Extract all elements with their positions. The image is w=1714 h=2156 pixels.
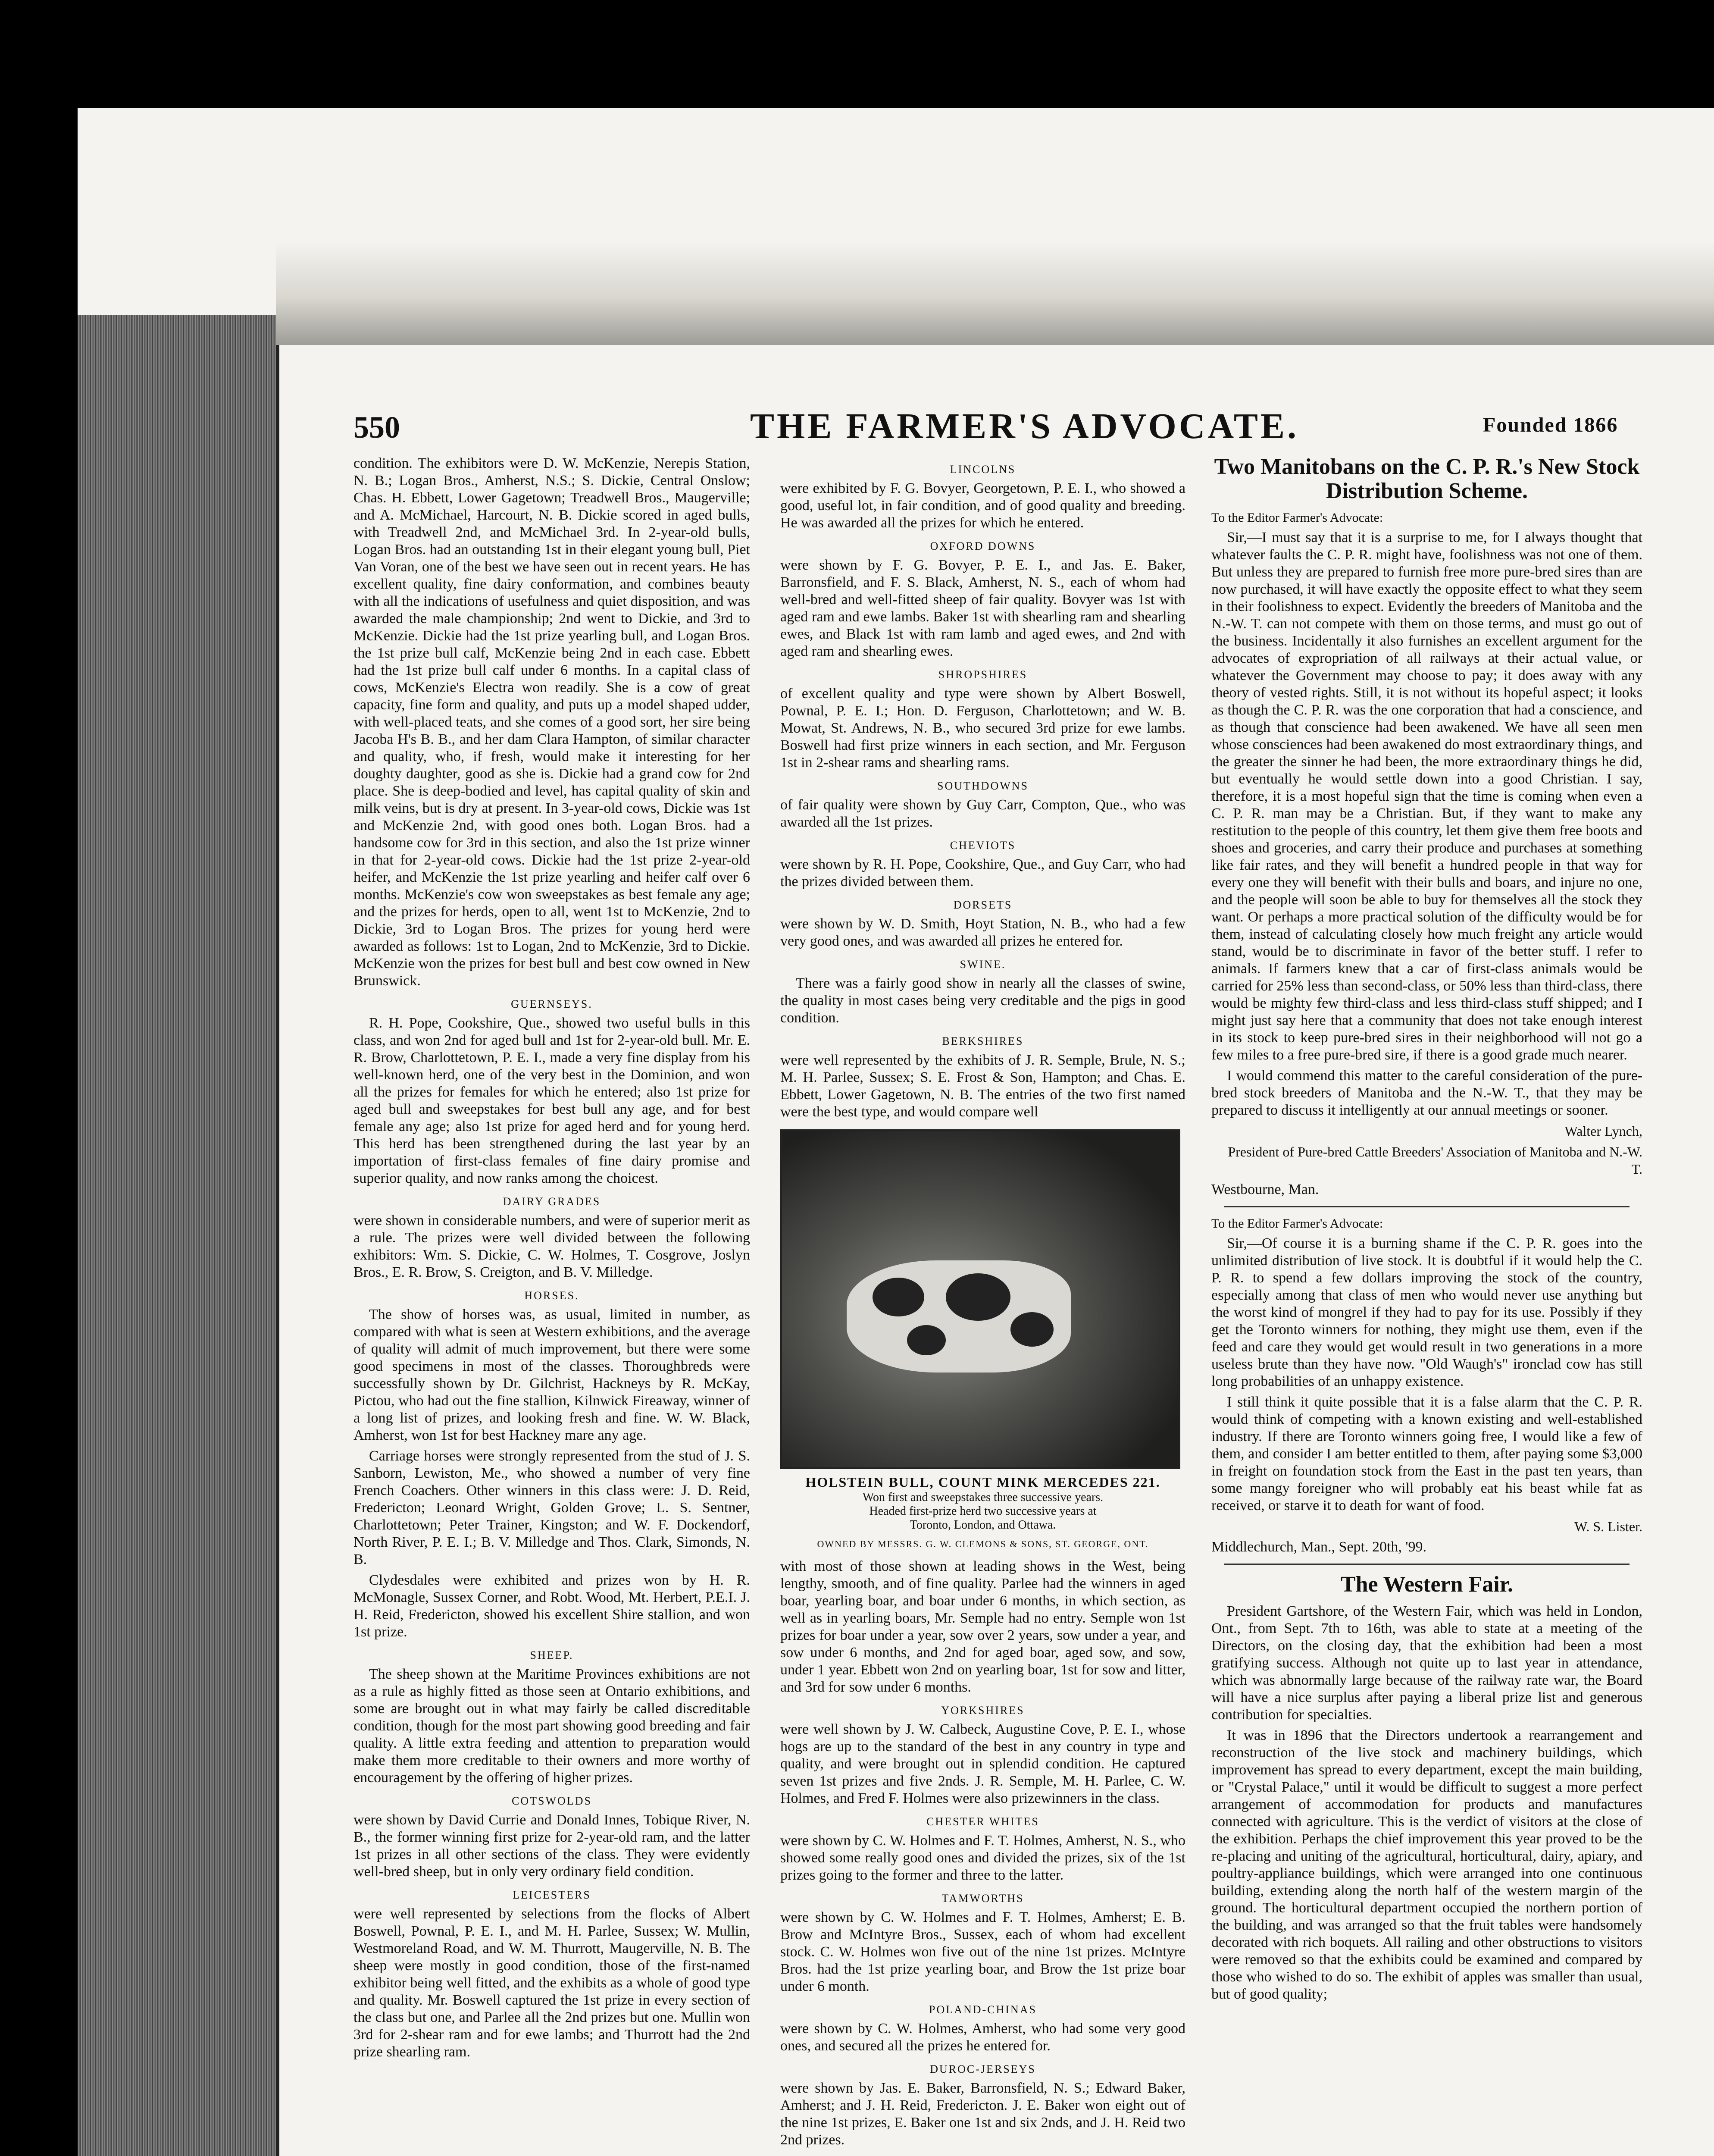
paragraph: Sir,—Of course it is a burning shame if the C. P. R. goes into the unlimited distribution of live stock. It is doubtful if it would help the C. P. R. to spend a few dollars improving the stock of the country, especially among that class of men who would never use anything but the worst kind of mongrel if they had to pay for its use. Possibly if they get the Toronto winners for nothing, they might use them, even if the feed and care they would get would result in two generations in a more useless brute than they have now. "Old Waugh's" ironclad cow has still long probabilities of an unhappy existence. [1211,1235,1642,1389]
founded-note: Founded 1866 [1483,414,1618,436]
subheading: CHESTER WHITES [926,1815,1039,1828]
signature-place: Westbourne, Man. [1211,1181,1319,1197]
salutation: To the Editor Farmer's Advocate: [1211,1216,1383,1231]
paragraph: were shown in considerable numbers, and were of superior merit as a rule. The prizes were well divided between the following exhibitors: Wm. S. Dickie, C. W. Holmes, T. Cosgrove, Joslyn Bros., E. R. Brow, S. Creigton, and B. V. Milledge. [353,1213,750,1280]
subheading: GUERNSEYS. [511,998,593,1010]
paragraph: were shown by Jas. E. Baker, Barronsfield, N. S.; Edward Baker, Amherst; and J. H. Reid, Fredericton. J. E. Baker won eight out of the nine 1st prizes, E. Baker one 1st and six 2nds, and J. H. Reid two 2nd prizes. [780,2080,1185,2148]
subheading: COTSWOLDS [512,1795,592,1807]
paragraph: Clydesdales were exhibited and prizes won by H. R. McMonagle, Sussex Corner, and Robt. Wood, Mt. Herbert, P.E.I. J. H. Reid, Fredericton, showed his excellent Shire stallion, and won 1st prize. [353,1572,750,1640]
column-3 [1211,455,1642,2156]
paragraph: The sheep shown at the Maritime Provinces exhibitions are not as a rule as highly fitted as those seen at Ontario exhibitions, and some are brought out in what may fairly be called discreditable condition, though for the most part showing good breeding and fair quality. A little extra feeding and attention to preparation would make them more creditable to their owners and more worthy of encouragement by the offering of higher prizes. [353,1666,750,1786]
subheading: SHROPSHIRES [938,668,1028,681]
subheading: DUROC-JERSEYS [930,2063,1036,2075]
paragraph: of fair quality were shown by Guy Carr, Compton, Que., who was awarded all the 1st prizes. [780,797,1185,830]
subheading: CHEVIOTS [950,839,1016,852]
photo-caption-line: Headed first-prize herd two successive years at [869,1504,1097,1518]
photo-caption-line: Won first and sweepstakes three successive years. [862,1491,1104,1504]
paragraph: Sir,—I must say that it is a surprise to me, for I always thought that whatever faults the C. P. R. might have, foolishness was not one of them. But unless they are prepared to furnish free more pure-bred sires than are now purchased, it will have exactly the opposite effect to what they seem in their foolishness to expect. Evidently the breeders of Manitoba and the N.-W. T. can not compete with them on those terms, and must go out of the business. Incidentally it also furnishes an excellent argument for the advocates of expropriation of all railways at their actual value, or whatever the Government may choose to pay; it does away with any theory of vested rights. Still, it is not without its hopeful aspect; it looks as though the C. P. R. was the one corporation that had a conscience, and as though that conscience had been awakened. We have all seen men whose consciences had been awakened do most extraordinary things, and the greater the sinner he had been, the more extraordinary things he did, but eventually he would settle down into a good Christian. I say, therefore, it is a most hopeful sign that the time is coming when even a C. P. R. man may be a Christian. But, if they want to make any restitution to the people of this country, let them give them free boots and shoes and groceries, and carry their produce and purchases at something like fair rates, and they will benefit a hundred people in that way for every one they will benefit with their bulls and boars, and injure no one, and the people will soon be able to buy for themselves all the stock they want. Or perhaps a more practical solution of the difficulty would be for them, instead of calculating closely how much freight any article would stand, would be to discriminate in favor of the better stuff. I refer to animals. If farmers knew that a car of first-class animals would be carried for 25% less than second-class, or 50% less than third-class, there would be mighty few third-class and less third-class stuff shipped; and I might just say here that a community that does not take enough interest in its stock to keep pure-bred sires in their neighborhood will not go a few miles to a free pure-bred sire, if there is a good grade much nearer. [1211,530,1642,1063]
paragraph: were well represented by selections from the flocks of Albert Boswell, Pownal, P. E. I., and M. H. Parlee, Sussex; W. Mullin, Westmoreland Road, and W. M. Thurrott, Maugerville, N. B. The sheep were mostly in good condition, those of the first-named exhibitor being well fitted, and the exhibits as a whole of good type and quality. Mr. Boswell captured the 1st prize in every section of the class but one, and Parlee all the 2nd prizes but one. Mullin won 3rd for 2-shear ram and for ewe lambs; and Thurrott had the 2nd prize shearling ram. [353,1906,750,2060]
paragraph: were shown by C. W. Holmes and F. T. Holmes, Amherst, N. S., who showed some really good ones and divided the prizes, six of the 1st prizes going to the former and three to the latter. [780,1833,1185,1883]
paragraph: Carriage horses were strongly represented from the stud of J. S. Sanborn, Lewiston, Me., who showed a number of very fine French Coachers. Other winners in this class were: J. D. Reid, Fredericton; Leonard Wright, Golden Grove; L. S. Sentner, Charlottetown; Peter Trainer, Kingston; and W. F. Dockendorf, North River, P. E. I.; B. V. Milledge and Thos. Clark, Simonds, N. B. [353,1448,750,1567]
paragraph: were well represented by the exhibits of J. R. Semple, Brule, N. S.; M. H. Parlee, Sussex; S. E. Frost & Son, Hampton; and Chas. E. Ebbett, Lower Gagetown, N. B. The entries of the two first named were the best type, and would compare well [780,1052,1185,1120]
paragraph: condition. The exhibitors were D. W. McKenzie, Nerepis Station, N. B.; Logan Bros., Amherst, N.S.; S. Dickie, Central Onslow; Chas. H. Ebbett, Lower Gagetown; Treadwell Bros., Maugerville; and A. McMichael, Harcourt, N. B. Dickie scored in aged bulls, with Treadwell 2nd, and McMichael 3rd. In 2-year-old bulls, Logan Bros. had an outstanding 1st in their elegant young bull, Piet Van Voran, one of the best we have seen out in recent years. He has excellent quality, fine dairy conformation, and combines beauty with all the indications of usefulness and quiet disposition, and was awarded the male championship; 2nd went to Dickie, and 3rd to McKenzie. Dickie had the 1st prize yearling bull, and Logan Bros. the 1st prize bull calf, McKenzie being 2nd in each case. Ebbett had the 1st prize bull calf under 6 months. In a capital class of cows, McKenzie's Electra won readily. She is a cow of great capacity, fine form and quality, and puts up a model shaped udder, with well-placed teats, and she comes of a good sort, her sire being Jacoba H's B. B., and her dam Clara Hampton, of similar character and quality, who, if fresh, would make it interesting for her doughty daughter, good as she is. Dickie had a grand cow for 2nd place. She is deep-bodied and level, has capital quality of skin and milk veins, but is dry at present. In 3-year-old cows, Dickie was 1st and McKenzie 2nd, with good ones both. Logan Bros. had a handsome cow for 3rd in this section, and also the 1st prize winner in that for 2-year-old cows. Dickie had the 1st prize 2-year-old heifer, and McKenzie the 1st prize yearling and heifer calf over 6 months. McKenzie's cow won sweepstakes as best female any age; and the prizes for herds, open to all, went 1st to McKenzie, 2nd to Dickie, 3rd to Logan Bros. The prizes for young herd were awarded as follows: 1st to Logan, 2nd to McKenzie, 3rd to Dickie. McKenzie won the prizes for best bull and best cow owned in New Brunswick. [353,455,750,989]
masthead-title: THE FARMER'S ADVOCATE. [750,406,1299,446]
book-spine-edge [78,315,279,2156]
paragraph: The show of horses was, as usual, limited in number, as compared with what is seen at Western exhibitions, and the average of quality will admit of much improvement, but there were some good specimens in most of the classes. Thoroughbreds were successfully shown by Dr. Gilchrist, Hackneys by R. McKay, Pictou, who had out the fine stallion, Kilnwick Fireaway, winner of a long list of prizes, and looking fresh and fine. W. W. Black, Amherst, won 1st for best Hackney mare any age. [353,1307,750,1443]
article-headline: Two Manitobans on the C. P. R.'s New Stock Distribution Scheme. [1214,455,1640,503]
paragraph: of excellent quality and type were shown by Albert Boswell, Pownal, P. E. I.; Hon. D. Ferguson, Charlottetown; and W. B. Mowat, St. Andrews, N. B., who secured 3rd prize for ewe lambs. Boswell had first prize winners in each section, and Mr. Ferguson 1st in 2-shear rams and shearling rams. [780,686,1185,771]
signature-name: W. S. Lister. [1574,1519,1642,1534]
subheading: DAIRY GRADES [503,1195,601,1208]
paragraph: It was in 1896 that the Directors undertook a rearrangement and reconstruction of the live stock and machinery buildings, which improvement has spread to every department, except the main building, or "Crystal Palace," until it would be difficult to suggest a more perfect arrangement of accommodation for products and manufactures connected with agriculture. This is the verdict of visitors at the close of the exhibition. Perhaps the chief improvement this year proved to be the re-placing and uniting of the agricultural, horticultural, dairy, apiary, and poultry-appliance buildings, which were arranged into one continuous building, extending along the north half of the western margin of the ground. The horticultural department occupied the northern portion of the building, and was arranged so that the fruit tables were handsomely decorated with rich boquets. All railing and other obstructions to visitors were removed so that the exhibits could be examined and compared by those who wished to do so. The exhibit of apples was smaller than usual, but of good quality; [1211,1727,1642,2002]
paragraph: I still think it quite possible that it is a false alarm that the C. P. R. would think of competing with a known existing and well-established industry. If there are Toronto winners going free, I would like a few of them, and consider I am better entitled to them, after paying some $3,000 in freight on foundation stock from the East in the past ten years, than some mangy foreigner who will probably eat his beast while fat as received, or starve it to death for want of food. [1211,1394,1642,1514]
photo-credit: OWNED BY MESSRS. G. W. CLEMONS & SONS, ST. GEORGE, ONT. [817,1539,1149,1549]
article-headline: The Western Fair. [1340,1572,1514,1597]
holstein-bull-photo [780,1129,1180,1469]
subheading: YORKSHIRES [941,1704,1025,1717]
photo-caption-title: HOLSTEIN BULL, COUNT MINK MERCEDES 221. [805,1474,1160,1490]
signature-name: Walter Lynch, [1564,1123,1642,1139]
paragraph: were shown by W. D. Smith, Hoyt Station, N. B., who had a few very good ones, and was awarded all prizes he entered for. [780,916,1185,949]
paragraph: I would commend this matter to the careful consideration of the pure-bred stock breeders of Manitoba and the N.-W. T., that they may be prepared to discuss it intelligently at our annual meetings or sooner. [1211,1068,1642,1118]
subheading: HORSES. [524,1289,579,1302]
paragraph: There was a fairly good show in nearly all the classes of swine, the quality in most cases being very creditable and the pigs in good condition. [780,975,1185,1026]
subheading: TAMWORTHS [941,1892,1024,1905]
paragraph: were shown by C. W. Holmes, Amherst, who had some very good ones, and secured all the prizes he entered for. [780,2021,1185,2054]
paragraph: R. H. Pope, Cookshire, Que., showed two useful bulls in this class, and won 2nd for aged bull and 1st for 2-year-old bull. Mr. E. R. Brow, Charlottetown, P. E. I., made a very fine display from his well-known herd, one of the very best in the Dominion, and won all the prizes for females for which he entered; also 1st prize for aged bull and sweepstakes for best bull any age, and for best female any age; also 1st prize for aged herd and for young herd. This herd has been strengthened during the last year by an importation of first-class females of fine dairy promise and superior quality, and now ranks among the choicest. [353,1015,750,1186]
paragraph: President Gartshore, of the Western Fair, which was held in London, Ont., from Sept. 7th to 16th, was able to state at a meeting of the Directors, on the closing day, that the exhibition had been a most gratifying success. Although not quite up to last year in attendance, which was abnormally large because of the railway rate war, the Board will have a nice surplus after paying a liberal prize list and generous contribution for specialties. [1211,1603,1642,1723]
subheading: POLAND-CHINAS [929,2003,1037,2016]
subheading: BERKSHIRES [942,1035,1024,1047]
paragraph: were shown by F. G. Bovyer, P. E. I., and Jas. E. Baker, Barronsfield, and F. S. Black, Amherst, N. S., each of whom had well-bred and well-fitted sheep of fair quality. Bovyer was 1st with aged ram and ewe lambs. Baker 1st with shearling ram and shearling ewes, and Black 1st with ram lamb and aged ewes, and 2nd with aged ram and shearling ewes. [780,557,1185,659]
photo-caption-line: Toronto, London, and Ottawa. [910,1518,1056,1532]
paragraph: were shown by David Currie and Donald Innes, Tobique River, N. B., the former winning first prize for 2-year-old ram, and the latter 1st prizes in all other sections of the class. They were evidently well-bred sheep, but in only very ordinary field condition. [353,1812,750,1880]
signature-title: President of Pure-bred Cattle Breeders' Association of Manitoba and N.-W. T. [1228,1144,1642,1177]
cow-figure [847,1260,1071,1373]
subheading: OXFORD DOWNS [930,540,1036,552]
page-curl-shadow [276,241,1714,345]
paragraph: with most of those shown at leading shows in the West, being lengthy, smooth, and of fine quality. Parlee had the winners in aged boar, yearling boar, and boar under 6 months, in which section, as well as in yearling boars, Mr. Semple had no entry. Semple won 1st prizes for boar under a year, sow over 2 years, sow under a year, and sow under 6 months, and 2nd for aged boar, aged sow, and sow, under 1 year. Ebbett won 2nd on yearling boar, 1st for sow and litter, and 3rd for sow under 6 months. [780,1558,1185,1695]
divider [1224,1206,1630,1207]
paragraph: were exhibited by F. G. Bovyer, Georgetown, P. E. I., who showed a good, useful lot, in fair condition, and of good quality and breeding. He was awarded all the prizes for which he entered. [780,480,1185,531]
salutation: To the Editor Farmer's Advocate: [1211,511,1383,525]
divider [1224,1564,1630,1565]
subheading: LEICESTERS [513,1889,591,1901]
subheading: SWINE. [960,958,1006,971]
subheading: DORSETS [953,899,1013,911]
column-1 [353,455,750,2156]
newspaper-page [285,345,1655,2156]
subheading: LINCOLNS [950,463,1016,476]
column-2 [780,455,1185,2156]
paragraph: were well shown by J. W. Calbeck, Augustine Cove, P. E. I., whose hogs are up to the standard of the best in any country in type and quality, and were brought out in splendid condition. He captured seven 1st prizes and five 2nds. J. R. Semple, M. H. Parlee, C. W. Holmes, and Fred F. Holmes were also prizewinners in the class. [780,1721,1185,1806]
paragraph: were shown by C. W. Holmes and F. T. Holmes, Amherst; E. B. Brow and McIntyre Bros., Sussex, each of whom had excellent stock. C. W. Holmes won five out of the nine 1st prizes. McIntyre Bros. had the 1st prize yearling boar, and Brow the 1st prize boar under 6 month. [780,1909,1185,1994]
subheading: SHEEP. [530,1649,574,1661]
signature-place: Middlechurch, Man., Sept. 20th, '99. [1211,1539,1427,1555]
paragraph: were shown by R. H. Pope, Cookshire, Que., and Guy Carr, who had the prizes divided between them. [780,856,1185,890]
page-number: 550 [353,410,400,445]
subheading: SOUTHDOWNS [937,780,1029,792]
